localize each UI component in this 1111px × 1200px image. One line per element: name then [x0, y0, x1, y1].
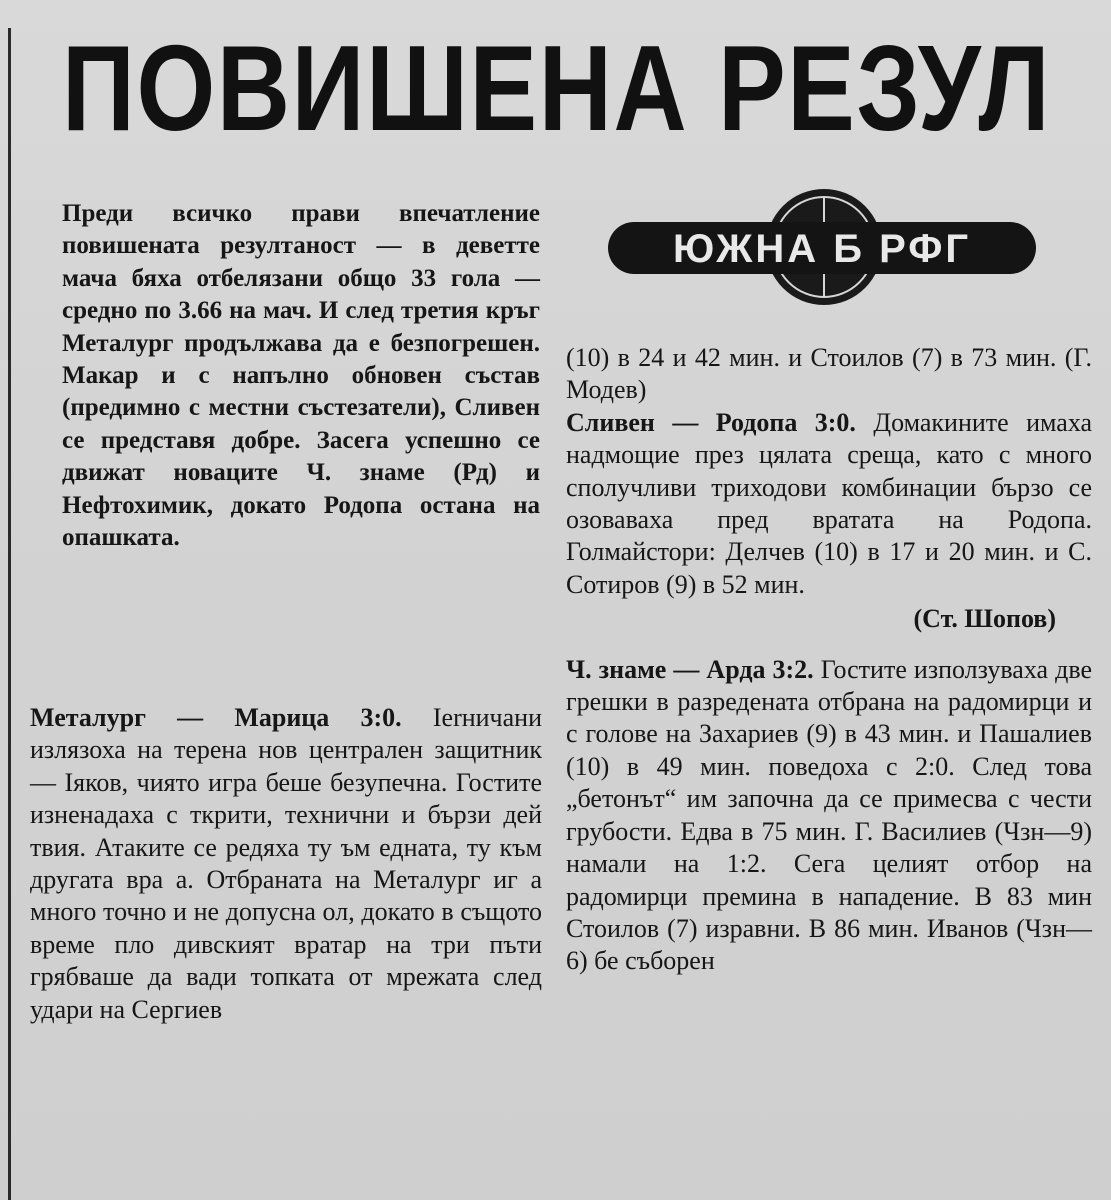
match-report-sliven-rodopa: Домакините имаха надмощие през цялата среща, като с много сполучливи триходови комбинации бързо се озоваваха пред вратата на Родопа. Голмайстори: Делчев (10) в 17 и 20 мин. и С. Сотиров (9) в 52 мин.	[566, 407, 1093, 599]
section-logo	[604, 184, 1040, 310]
paragraph-gap	[566, 636, 1092, 654]
intro-text: Преди всичко прави впечатление повишената резултаност — в деветте мача бяха отбелязани общо 33 гола — средно по 3.66 на мач. И след третия кръг Металург продължава да е безпогрешен. Макар и с напълно обновен състав (предимно с местни състезатели), Сливен се представя добре. Засега успешно се движат новаците Ч. знаме (Рд) и Нефтохимик, докато Родопа остана на опашката.	[62, 200, 540, 552]
intro-paragraph	[62, 198, 540, 554]
left-column	[30, 702, 542, 1026]
match-heading-metalurg-marica: Металург — Марица 3:0.	[30, 703, 402, 732]
football-logo-icon	[604, 184, 1040, 310]
match-heading-chzname-arda: Ч. знаме — Арда 3:2.	[566, 654, 814, 684]
right-column	[566, 342, 1092, 978]
author-signature: (Ст. Шопов)	[913, 604, 1056, 634]
section-logo-text: ЮЖНА Б РФГ	[672, 227, 972, 271]
match-report-chzname-arda: Гостите използуваха две грешки в разредената отбрана на радомирци и с голове на Захариев (9) в 43 мин. и Пашалиев (10) в 49 мин. поведоха с 2:0. След това „бетонът“ им започна да се примесва с чести грубости. Едва в 75 мин. Г. Василиев (Чзн—9) намали на 1:2. Сега целият отбор на радомирци премина в нападение. В 83 мин Стоилов (7) изравни. В 86 мин. Иванов (Чзн—6) бе съборен	[566, 654, 1092, 976]
headline: ПОВИШЕНА РЕЗУЛ	[62, 20, 1052, 156]
match-heading-sliven-rodopa: Сливен — Родопа 3:0.	[566, 407, 856, 437]
match-report-metalurg-marica: Ierничани излязоха на терена нов централен защитник — Iяков, чиято игра беше безупечна. Гостите изненадаха с ткрити, технични и бързи дей твия. Атаките се редяха ту ъм едната, ту към другата вра а. Отбраната на Металург иг а много точно и не допусна ол, докато в същото време пло дивският вратар на три пъти грябваше да вади топката от мрежата след удари на Сергиев	[30, 703, 543, 1024]
continued-report: (10) в 24 и 42 мин. и Стоилов (7) в 73 мин. (Г. Модев)	[566, 343, 1092, 405]
column-rule	[8, 28, 11, 1200]
